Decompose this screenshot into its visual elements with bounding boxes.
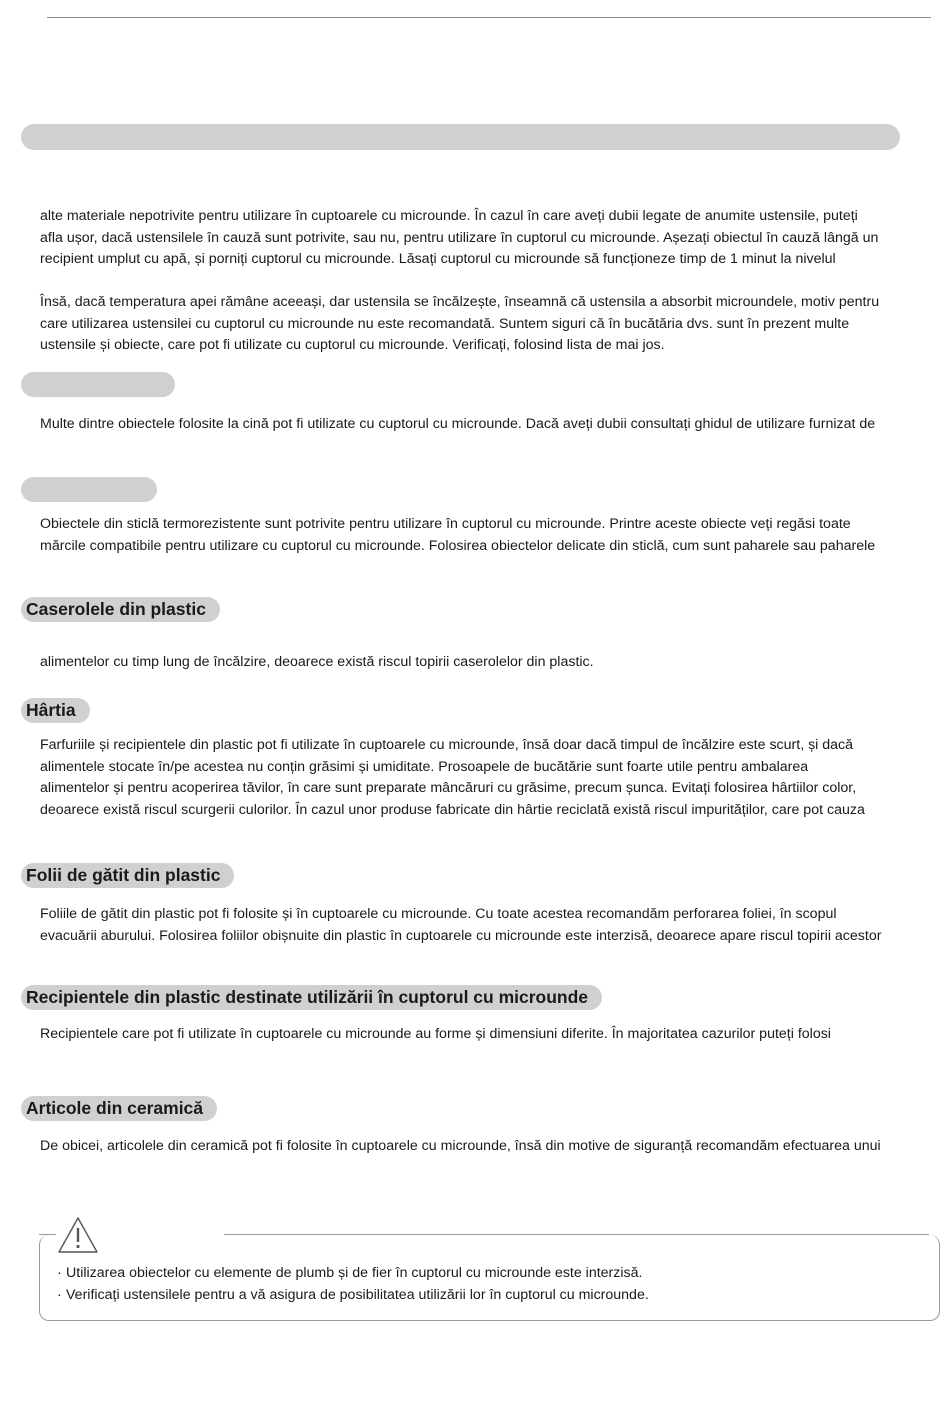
- warning-item-text: Utilizarea obiectelor cu elemente de plumb și de fier în cuptorul cu microunde este interzisă.: [66, 1265, 643, 1281]
- warning-item: [57, 1263, 649, 1285]
- ceramics-heading: Articole din ceramică: [21, 1096, 217, 1121]
- intro-line-3: recipient umplut cu apă, și porniți cuptorul cu microunde. Lăsați cuptorul cu microunde să funcționeze timp de 1 minut la nivelul: [40, 251, 836, 267]
- intro2-line-2: care utilizarea ustensilei cu cuptorul cu microunde nu este recomandată. Suntem siguri că în bucătăria dvs. sunt în prezent multe: [40, 315, 850, 332]
- plastic-casseroles-paragraph: [40, 652, 930, 674]
- section-banner: [21, 124, 900, 150]
- warning-list: [57, 1263, 649, 1306]
- warning-triangle-icon: [56, 1215, 100, 1255]
- section1-paragraph: [40, 414, 930, 436]
- intro-paragraph: [40, 206, 930, 271]
- section2-line-1: Obiectele din sticlă termorezistente sunt potrivite pentru utilizare în cuptorul cu microunde. Printre aceste obiecte veți regăsi toate: [40, 516, 851, 532]
- warning-item-text: Verificați ustensilele pentru a vă asigura de posibilitatea utilizării lor în cuptorul cu microunde.: [66, 1286, 649, 1303]
- bullet-icon: ·: [57, 1286, 62, 1303]
- ceramics-line-1: De obicei, articolele din ceramică pot fi folosite în cuptoarele cu microunde, însă din motive de siguranță recomandăm efectuarea unui: [40, 1138, 881, 1154]
- plastic-containers-heading: Recipientele din plastic destinate utilizării în cuptorul cu microunde: [21, 985, 602, 1010]
- paper-paragraph: [40, 735, 930, 821]
- intro-line-1: alte materiale nepotrivite pentru utilizare în cuptoarele cu microunde. În cazul în care aveți dubii legate de anumite ustensile, puteți: [40, 208, 858, 224]
- section2-paragraph: [40, 514, 930, 557]
- paper-line-1: Farfuriile și recipientele din plastic pot fi utilizate în cuptoarele cu microunde, însă doar dacă timpul de încălzire este scurt, și dacă: [40, 737, 854, 753]
- plastic-containers-paragraph: [40, 1024, 930, 1046]
- plastic-casseroles-line-1: alimentelor cu timp lung de încălzire, deoarece există riscul topirii caserolelor din plastic.: [40, 654, 594, 670]
- paper-line-3: alimentelor și pentru acoperirea tăvilor, în care sunt preparate mâncăruri cu grăsime, precum șunca. Evitați folosirea hârtiilor color,: [40, 780, 857, 796]
- warning-item: [57, 1285, 649, 1307]
- plastic-casseroles-heading: Caserolele din plastic: [21, 597, 220, 622]
- section1-heading-pill: [21, 372, 175, 397]
- intro2-paragraph: [40, 292, 930, 357]
- paper-line-2: alimentele stocate în/pe acestea nu conțin grăsimi și umiditate. Prosoapele de bucătărie sunt foarte utile pentru ambalarea: [40, 758, 809, 775]
- intro2-line-1: Însă, dacă temperatura apei rămâne aceeași, dar ustensila se încălzește, înseamnă că ustensila a absorbit microundele, motiv pentru: [40, 294, 880, 310]
- plastic-wrap-heading: Folii de gătit din plastic: [21, 863, 234, 888]
- intro2-line-3: ustensile și obiecte, care pot fi utilizate cu cuptorul cu microunde. Verificați, folosind lista de mai jos.: [40, 337, 665, 353]
- section2-line-2: mărcile compatibile pentru utilizare cu cuptorul cu microunde. Folosirea obiectelor delicate din sticlă, cum sunt paharele sau paharele: [40, 537, 876, 554]
- paper-line-4: deoarece există riscul scurgerii culorilor. În cazul unor produse fabricate din hârtie reciclată există riscul impurităților, care pot cauza: [40, 801, 865, 818]
- plastic-wrap-paragraph: [40, 904, 930, 947]
- top-rule: [47, 17, 931, 18]
- ceramics-paragraph: [40, 1136, 930, 1158]
- plastic-containers-line-1: Recipientele care pot fi utilizate în cuptoarele cu microunde au forme și dimensiuni diferite. În majoritatea cazurilor puteți folosi: [40, 1026, 831, 1042]
- section2-heading-pill: [21, 477, 157, 502]
- paper-heading: Hârtia: [21, 698, 90, 723]
- intro-line-2: afla ușor, dacă ustensilele în cauză sunt potrivite, sau nu, pentru utilizare în cuptorul cu microunde. Așezați obiectul în cauză lângă un: [40, 229, 879, 246]
- warning-box-top-line: [224, 1234, 929, 1235]
- plastic-wrap-line-1: Foliile de gătit din plastic pot fi folosite și în cuptoarele cu microunde. Cu toate acestea recomandăm perforarea foliei, în scopul: [40, 906, 837, 922]
- bullet-icon: ·: [57, 1265, 62, 1281]
- plastic-wrap-line-2: evacuării aburului. Folosirea foliilor obișnuite din plastic în cuptoarele cu microunde este interzisă, deoarece apare riscul topirii acestor: [40, 927, 882, 944]
- section1-line-1: Multe dintre obiectele folosite la cină pot fi utilizate cu cuptorul cu microunde. Dacă aveți dubii consultați ghidul de utilizare furnizat de: [40, 416, 876, 432]
